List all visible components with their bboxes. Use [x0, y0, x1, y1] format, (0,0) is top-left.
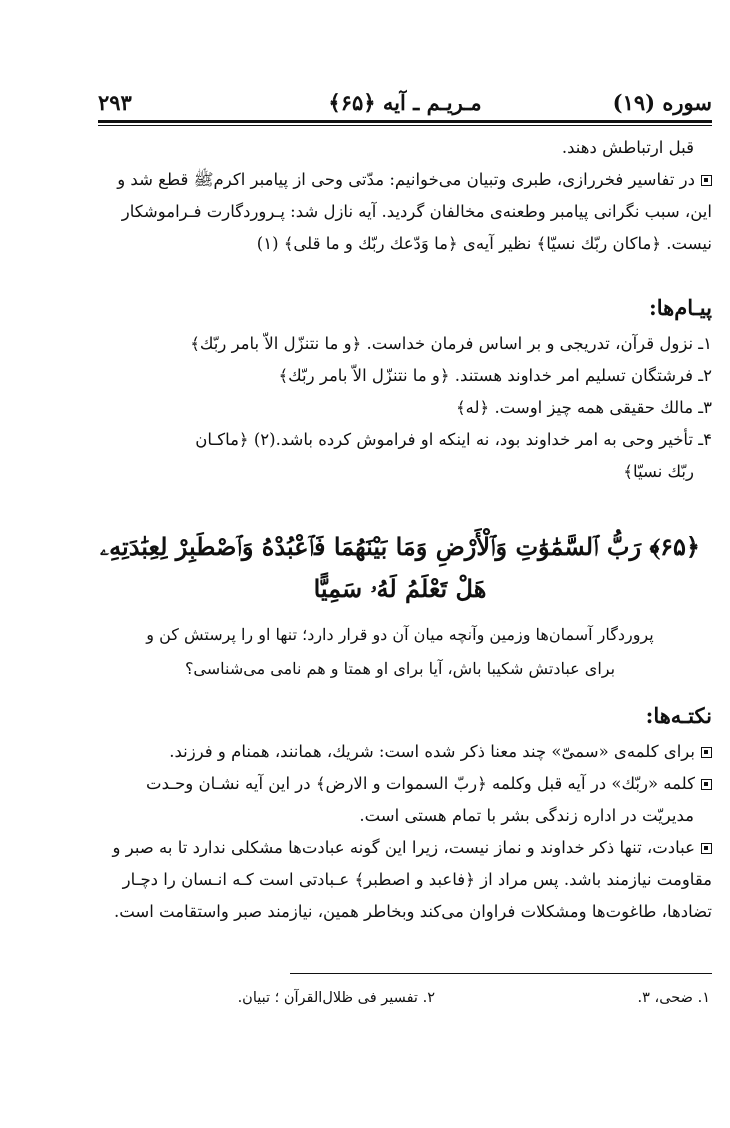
note-line: عبادت، تنها ذكر خداوند و نماز نيست، زيرا اين گونه عبادت‌ها مشكلى ندارد تا به صبر و: [112, 838, 695, 857]
intro-section: [98, 132, 712, 260]
message-item: ۳ـ مالك حقيقى همه چيز اوست. ﴿له﴾: [455, 398, 712, 417]
verse-line: ﴿۶۵﴾ رَبُّ ٱلسَّمَٰوَٰتِ وَٱلْأَرْضِ وَمَا بَيْنَهُمَا فَٱعْبُدْهُ وَٱصْطَبِرْ لِعِبَٰدَتِهِۦ: [100, 532, 700, 561]
bullet-icon: [701, 779, 712, 790]
notes-section: [98, 696, 712, 928]
intro-paragraph: [98, 164, 712, 260]
note-line: كلمه «ربّك» در آيه قبل وكلمه ﴿ربّ السموات و الارض﴾ در اين آيه نشـان وحـدت: [146, 774, 695, 793]
page-number: ۲۹۳: [98, 90, 132, 115]
surah-label: سوره (۱۹): [612, 90, 712, 115]
messages-heading: پيـام‌ها:: [649, 295, 712, 320]
note-line: مديريّت در اداره زندگى بشر با تمام هستى است.: [359, 806, 694, 825]
bullet-icon: [701, 175, 712, 186]
verse-line: هَلْ تَعْلَمُ لَهُۥ سَمِيًّا: [313, 574, 487, 603]
message-item-continuation: ربّك نسيّا﴾: [623, 462, 694, 481]
intro-line: قبل ارتباطش دهند.: [561, 138, 694, 157]
page-title: مـريـم ـ آيه ﴿۶۵﴾: [328, 90, 482, 115]
header-rule-thin: [98, 125, 712, 126]
note-line: براى كلمه‌ى «سمىّ» چند معنا ذكر شده است: شريك، همانند، همنام و فرزند.: [169, 742, 695, 761]
bullet-icon: [701, 843, 712, 854]
bullet-icon: [701, 747, 712, 758]
header-rule-thick: [98, 120, 712, 123]
message-item: ۲ـ فرشتگان تسليم امر خداوند هستند. ﴿و ما نتنزّل الاّ بامر ربّك﴾: [278, 366, 712, 385]
paragraph-line: نيست. ﴿ماكان ربّك نسيّا﴾ نظير آيه‌ى ﴿ما وَدّعك ربّك و ما قلى﴾ (۱): [256, 234, 712, 253]
quran-verse: [90, 526, 710, 610]
paragraph-line: در تفاسير فخررازى، طبرى وتبيان مى‌خوانيم: مدّتى وحى از پيامبر اكرمﷺ قطع شد و: [117, 170, 695, 189]
page-header: [98, 88, 712, 120]
message-item: ۱ـ نزول قرآن، تدريجى و بر اساس فرمان خداست. ﴿و ما نتنزّل الاّ بامر ربّك﴾: [190, 334, 712, 353]
translation-line: پروردگار آسمان‌ها وزمين وآنچه ميان آن دو قرار دارد؛ تنها او را پرستش كن و: [146, 625, 654, 644]
translation-line: براى عبادتش شكيبا باش، آيا براى او همتا و هم نامى مى‌شناسى؟: [184, 659, 616, 678]
verse-translation: [90, 618, 710, 686]
message-item: ۴ـ تأخير وحى به امر خداوند بود، نه اينكه او فراموش كرده باشد.(۲) ﴿ماكـان: [195, 430, 712, 449]
footnote-2: ۲. تفسير فى ظلال‌القرآن ؛ تبيان.: [237, 990, 435, 1006]
notes-heading: نكتـه‌ها:: [645, 703, 712, 728]
messages-section: [98, 288, 712, 488]
paragraph-line: اين، سبب نگرانى پيامبر وطعنه‌ى مخالفان گرديد. آيه نازل شد: پـروردگارت فـراموشكار: [121, 202, 712, 221]
footnote-rule: [290, 973, 712, 974]
footnote-1: ۱. ضحى، ۳.: [637, 990, 710, 1006]
note-line: تضادها، طاغوت‌ها ومشكلات فراوان مى‌كند وبخاطر همين، نيازمند صبر واستقامت است.: [113, 902, 712, 921]
note-line: مقاومت نيازمند باشد. پس مراد از ﴿فاعبد و اصطبر﴾ عـبادتى است كـه انـسان را دچـار: [122, 870, 712, 889]
